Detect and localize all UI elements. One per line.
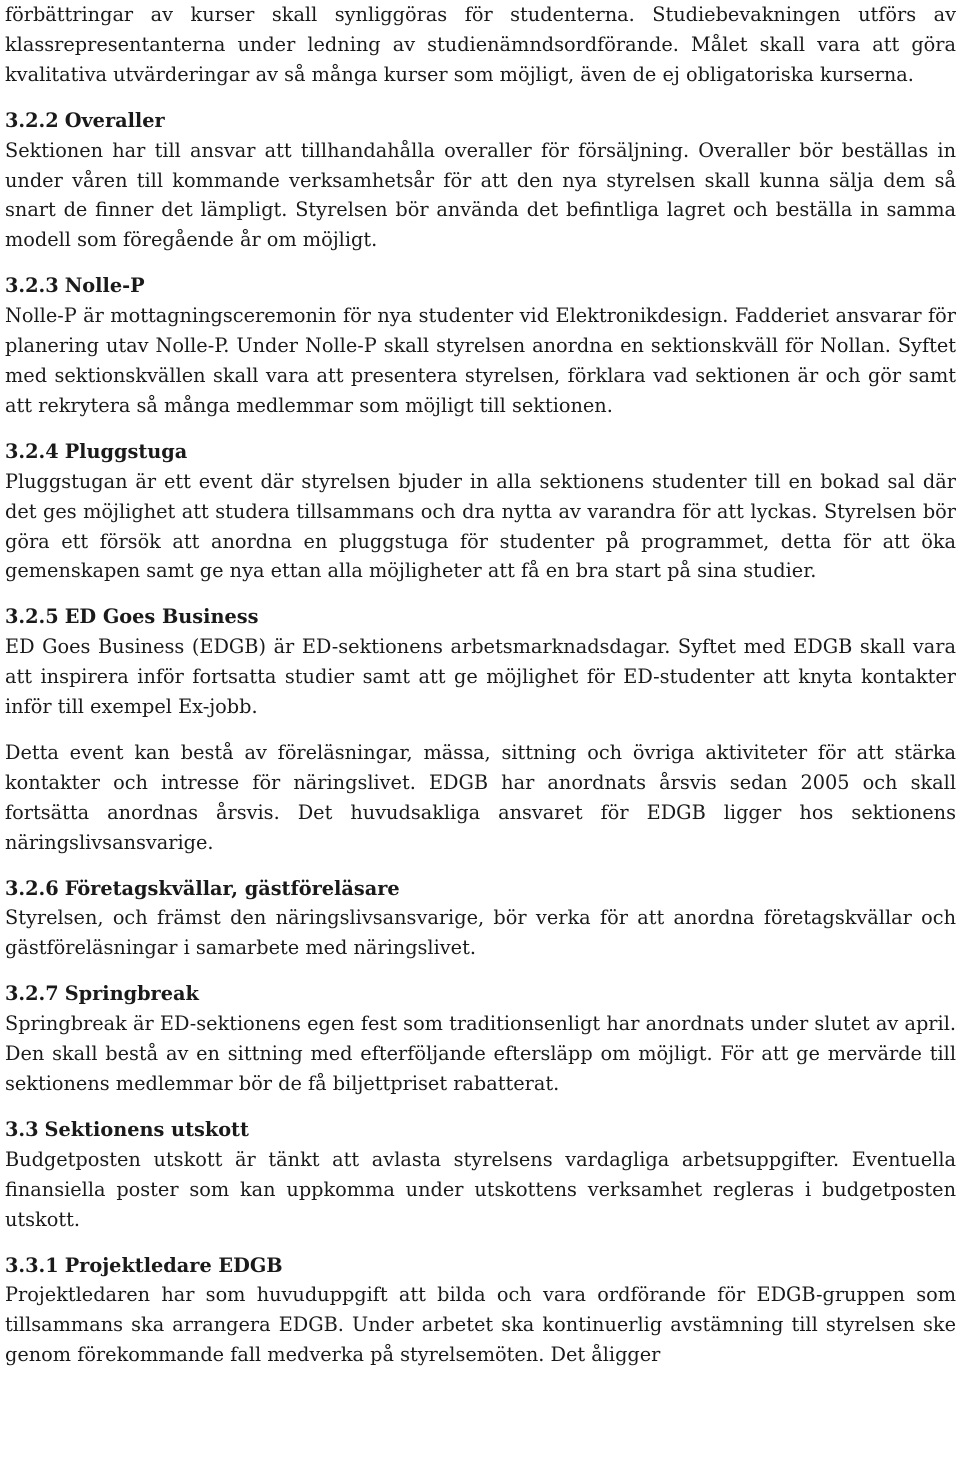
section-paragraph: Pluggstugan är ett event där styrelsen bjuder in alla sektionens studenter till en bokad sal där det ges möjlighet att studera tillsammans och dra nytta av varandra för att lyckas. Styrelsen bör göra ett försök att anordna en pluggstuga för studenter på programmet, detta för att öka gemenskapen samt ge nya ettan alla möjligheter att få en bra start på sina studier. (5, 469, 956, 583)
section-paragraph: Springbreak är ED-sektionens egen fest som traditionsenligt har anordnats under slutet av april. Den skall bestå av en sittning med efterföljande eftersläpp om möjligt. För att ge mervärde till sektionens medlemmar bör de få biljettpriset rabatterat. (5, 1012, 956, 1095)
section-number: 3.2.5 (5, 605, 59, 629)
section-number: 3.2.7 (5, 982, 59, 1006)
section-title: Overaller (64, 108, 165, 132)
section-ed-goes-business (5, 602, 956, 857)
section-title: Sektionens utskott (44, 1117, 249, 1141)
section-overaller (5, 106, 956, 256)
section-number: 3.2.6 (5, 876, 59, 900)
section-paragraph: Detta event kan bestå av föreläsningar, mässa, sittning och övriga aktiviteter för att stärka kontakter och intresse för näringslivet. EDGB har anordnats årsvis sedan 2005 och skall fortsätta anordnas årsvis. Det huvudsakliga ansvaret för EDGB ligger hos sektionens näringslivsansvarige. (5, 740, 956, 854)
section-heading (5, 979, 956, 1009)
section-title: Företagskvällar, gästföreläsare (64, 876, 400, 900)
section-number: 3.2.3 (5, 274, 59, 298)
section-nolle-p (5, 271, 956, 421)
section-title: Springbreak (64, 982, 199, 1006)
section-title: Nolle-P (64, 274, 145, 298)
section-heading (5, 1115, 956, 1145)
section-pluggstuga (5, 437, 956, 587)
section-springbreak (5, 979, 956, 1099)
section-heading (5, 106, 956, 136)
intro-block (5, 0, 956, 90)
section-heading (5, 874, 956, 904)
section-paragraph: ED Goes Business (EDGB) är ED-sektionens arbetsmarknadsdagar. Syftet med EDGB skall vara att inspirera inför fortsatta studier samt att ge möjlighet för ED-studenter att knyta kontakter inför till exempel Ex-jobb. (5, 635, 956, 719)
section-heading (5, 602, 956, 632)
section-title: Projektledare EDGB (64, 1253, 283, 1277)
section-paragraph: Budgetposten utskott är tänkt att avlasta styrelsens vardagliga arbetsuppgifter. Eventuella finansiella poster som kan uppkomma under utskottens verksamhet regleras i budgetposten utskott. (5, 1147, 956, 1231)
section-number: 3.3 (5, 1117, 39, 1141)
section-paragraph: Sektionen har till ansvar att tillhandahålla overaller för försäljning. Overaller bör beställas in under våren till kommande verksamhetsår för att den nya styrelsen skall kunna sälja dem så snart de finner det lämpligt. Styrelsen bör använda det befintliga lagret och beställa in samma modell som föregående år om möjligt. (5, 138, 956, 252)
section-title: ED Goes Business (64, 605, 259, 629)
section-heading (5, 437, 956, 467)
section-heading (5, 1251, 956, 1281)
section-title: Pluggstuga (64, 439, 188, 463)
section-paragraph: Styrelsen, och främst den näringslivsansvarige, bör verka för att anordna företagskvällar och gästföreläsningar i samarbete med näringslivet. (5, 906, 956, 960)
section-paragraph: Projektledaren har som huvuduppgift att bilda och vara ordförande för EDGB-gruppen som tillsammans ska arrangera EDGB. Under arbetet ska kontinuerlig avstämning till styrelsen ske genom förekommande fall medverka på styrelsemöten. Det åligger (5, 1283, 956, 1367)
section-number: 3.3.1 (5, 1253, 59, 1277)
section-paragraph: Nolle-P är mottagningsceremonin för nya studenter vid Elektronikdesign. Fadderiet ansvarar för planering utav Nolle-P. Under Nolle-P skall styrelsen anordna en sektionskväll för Nollan. Syftet med sektionskvällen skall vara att presentera styrelsen, förklara vad sektionen är och gör samt att rekrytera så många medlemmar som möjligt till sektionen. (5, 304, 956, 417)
section-foretagskvallar (5, 874, 956, 964)
section-number: 3.2.2 (5, 108, 59, 132)
section-number: 3.2.4 (5, 439, 59, 463)
section-heading (5, 271, 956, 301)
section-sektionens-utskott (5, 1115, 956, 1235)
intro-paragraph: förbättringar av kurser skall synliggöras för studenterna. Studiebevakningen utförs av klassrepresentanterna under ledning av studienämndsordförande. Målet skall vara att göra kvalitativa utvärderingar av så många kurser som möjligt, även de ej obligatoriska kurserna. (5, 3, 956, 86)
section-projektledare-edgb (5, 1251, 956, 1371)
